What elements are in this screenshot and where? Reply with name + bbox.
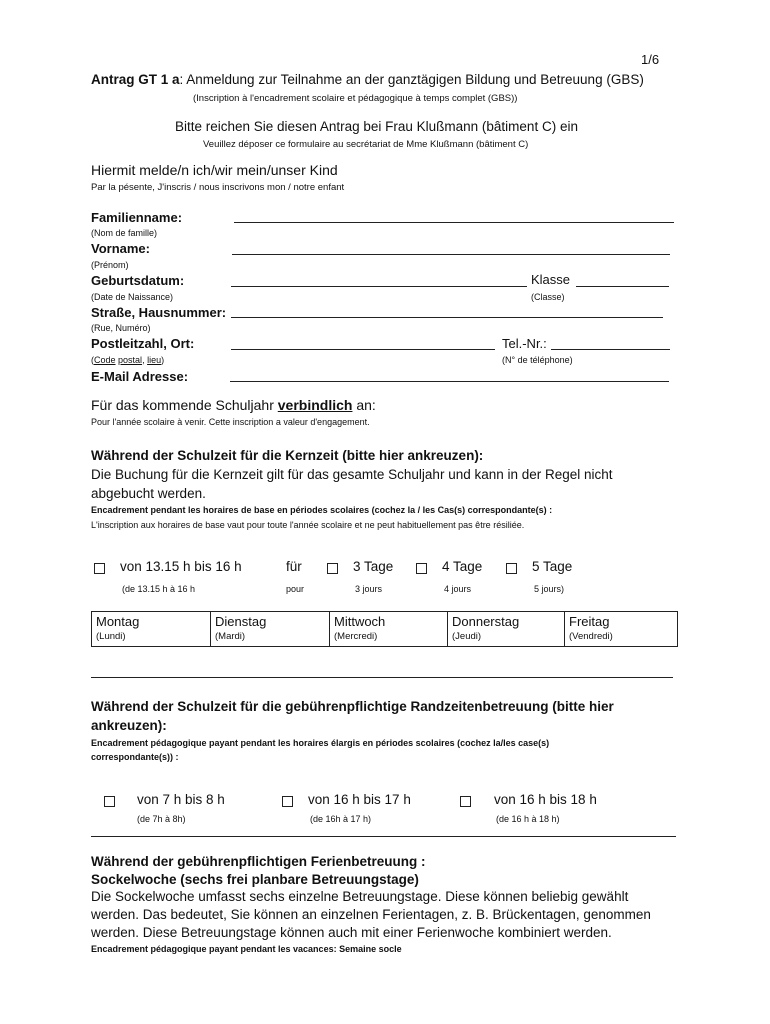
weekday-freitag[interactable]	[565, 612, 678, 647]
label-plz-fr-postal: postal	[118, 355, 143, 365]
weekday-montag-fr: (Lundi)	[96, 631, 126, 642]
form-title	[91, 72, 644, 87]
randzeit-16-18-checkbox[interactable]	[460, 794, 471, 812]
weekday-mittwoch-label: Mittwoch	[334, 614, 386, 629]
randzeit-16-17-checkbox[interactable]	[282, 794, 293, 812]
randzeit-7-8-checkbox[interactable]	[104, 794, 115, 812]
label-email: E-Mail Adresse:	[91, 369, 189, 384]
label-strasse: Straße, Hausnummer:	[91, 305, 227, 320]
kernzeit-fr-text: L'inscription aux horaires de base vaut pour toute l'année scolaire et ne peut habituellement pas être résiliée.	[91, 520, 525, 530]
ferien-heading: Während der gebührenpflichtigen Ferienbetreuung :	[91, 854, 426, 869]
kernzeit-time-fr: (de 13.15 h à 16 h	[122, 584, 196, 594]
label-plz-fr: (Code postal, lieu)	[91, 355, 165, 365]
ferien-text-2: werden. Das bedeutet, Sie können an einzelnen Ferientagen, z. B. Brückentagen, genommen	[91, 907, 651, 922]
weekday-dienstag[interactable]	[211, 612, 330, 647]
kernzeit-4-tage-label: 4 Tage	[442, 559, 483, 574]
randzeit-heading-1: Während der Schulzeit für die gebührenpflichtige Randzeitenbetreuung (bitte hier	[91, 699, 614, 714]
label-plz: Postleitzahl, Ort:	[91, 336, 195, 351]
kernzeit-fuer: für	[286, 559, 302, 574]
label-vorname: Vorname:	[91, 241, 150, 256]
submit-instruction-fr: Veuillez déposer ce formulaire au secrétariat de Mme Klußmann (bâtiment C)	[203, 139, 529, 150]
field-plz[interactable]	[231, 349, 495, 350]
separator-1	[91, 677, 673, 678]
field-strasse[interactable]	[231, 317, 663, 318]
kernzeit-4-tage-fr: 4 jours	[444, 584, 472, 594]
intro-text: Hiermit melde/n ich/wir mein/unser Kind	[91, 162, 338, 178]
kernzeit-5-tage-fr: 5 jours)	[534, 584, 565, 594]
form-code: Antrag GT 1 a	[91, 72, 180, 87]
field-tel[interactable]	[551, 349, 670, 350]
schuljahr-pre: Für das kommende Schuljahr	[91, 397, 278, 413]
field-vorname[interactable]	[232, 254, 670, 255]
randzeit-16-17-fr: (de 16h à 17 h)	[310, 814, 372, 824]
weekday-donnerstag[interactable]	[448, 612, 565, 647]
label-tel: Tel.-Nr.:	[502, 336, 547, 351]
form-title-fr: (Inscription à l'encadrement scolaire et pédagogique à temps complet (GBS))	[193, 93, 518, 104]
ferien-text-3: werden. Diese Betreuungstage können auch mit einer Ferienwoche kombiniert werden.	[91, 925, 612, 940]
kernzeit-time-label: von 13.15 h bis 16 h	[120, 559, 242, 574]
label-tel-fr: (N° de téléphone)	[502, 355, 573, 365]
kernzeit-text-2: abgebucht werden.	[91, 486, 206, 501]
randzeit-16-17-label: von 16 h bis 17 h	[308, 792, 411, 807]
page-number: 1/6	[641, 52, 660, 67]
kernzeit-5-tage-checkbox[interactable]	[506, 561, 517, 579]
form-title-text: : Anmeldung zur Teilnahme an der ganztägigen Bildung und Betreuung (GBS)	[179, 72, 644, 87]
kernzeit-3-tage-fr: 3 jours	[355, 584, 383, 594]
ferien-fr: Encadrement pédagogique payant pendant les vacances: Semaine socle	[91, 944, 402, 954]
schuljahr-text	[91, 397, 376, 413]
weekday-donnerstag-label: Donnerstag	[452, 614, 520, 629]
label-klasse-fr: (Classe)	[531, 292, 565, 302]
label-vorname-fr: (Prénom)	[91, 260, 129, 270]
label-familienname-fr: (Nom de famille)	[91, 228, 158, 238]
randzeit-7-8-fr: (de 7h à 8h)	[137, 814, 186, 824]
weekday-freitag-fr: (Vendredi)	[569, 631, 613, 642]
kernzeit-text-1: Die Buchung für die Kernzeit gilt für das gesamte Schuljahr und kann in der Regel nicht	[91, 467, 613, 482]
label-geburtsdatum-fr: (Date de Naissance)	[91, 292, 174, 302]
kernzeit-time-checkbox[interactable]	[94, 561, 105, 579]
label-geburtsdatum: Geburtsdatum:	[91, 273, 185, 288]
weekday-montag-label: Montag	[96, 614, 140, 629]
field-geburtsdatum[interactable]	[231, 286, 527, 287]
weekday-mittwoch-fr: (Mercredi)	[334, 631, 378, 642]
weekday-mittwoch[interactable]	[330, 612, 448, 647]
kernzeit-4-tage-checkbox[interactable]	[416, 561, 427, 579]
randzeit-fr-1: Encadrement pédagogique payant pendant les horaires élargis en périodes scolaires (cochez la/les case(s)	[91, 738, 550, 748]
label-klasse: Klasse	[531, 272, 571, 287]
field-email[interactable]	[230, 381, 669, 382]
randzeit-heading-2: ankreuzen):	[91, 718, 167, 733]
kernzeit-5-tage-label: 5 Tage	[532, 559, 573, 574]
weekday-table	[91, 611, 678, 647]
ferien-text-1: Die Sockelwoche umfasst sechs einzelne Betreuungstage. Diese können beliebig gewählt	[91, 889, 629, 904]
kernzeit-fr-bold: Encadrement pendant les horaires de base en périodes scolaires (cochez la / les Cas(s) correspondante(s) :	[91, 505, 553, 515]
separator-2	[91, 836, 676, 837]
weekday-freitag-label: Freitag	[569, 614, 610, 629]
randzeit-fr-2: correspondante(s)) :	[91, 752, 179, 762]
schuljahr-fr: Pour l'année scolaire à venir. Cette inscription a valeur d'engagement.	[91, 417, 370, 427]
intro-text-fr: Par la pésente, J'inscris / nous inscrivons mon / notre enfant	[91, 182, 345, 193]
weekday-dienstag-fr: (Mardi)	[215, 631, 246, 642]
label-plz-fr-lieu: lieu	[147, 355, 162, 365]
randzeit-16-18-label: von 16 h bis 18 h	[494, 792, 597, 807]
kernzeit-3-tage-checkbox[interactable]	[327, 561, 338, 579]
field-familienname[interactable]	[234, 222, 674, 223]
field-klasse[interactable]	[576, 286, 669, 287]
weekday-dienstag-label: Dienstag	[215, 614, 267, 629]
randzeit-16-18-fr: (de 16 h à 18 h)	[496, 814, 560, 824]
weekday-montag[interactable]	[92, 612, 211, 647]
label-familienname: Familienname:	[91, 210, 183, 225]
label-strasse-fr: (Rue, Numéro)	[91, 323, 151, 333]
kernzeit-heading: Während der Schulzeit für die Kernzeit (bitte hier ankreuzen):	[91, 448, 484, 463]
label-plz-fr-code: Code	[94, 355, 116, 365]
submit-instruction: Bitte reichen Sie diesen Antrag bei Frau Klußmann (bâtiment C) ein	[175, 119, 578, 134]
kernzeit-3-tage-label: 3 Tage	[353, 559, 394, 574]
weekday-donnerstag-fr: (Jeudi)	[452, 631, 482, 642]
schuljahr-post: an:	[352, 397, 376, 413]
schuljahr-bold: verbindlich	[277, 397, 353, 413]
randzeit-7-8-label: von 7 h bis 8 h	[137, 792, 225, 807]
ferien-sub: Sockelwoche (sechs frei planbare Betreuungstage)	[91, 872, 419, 887]
kernzeit-pour: pour	[286, 584, 305, 594]
